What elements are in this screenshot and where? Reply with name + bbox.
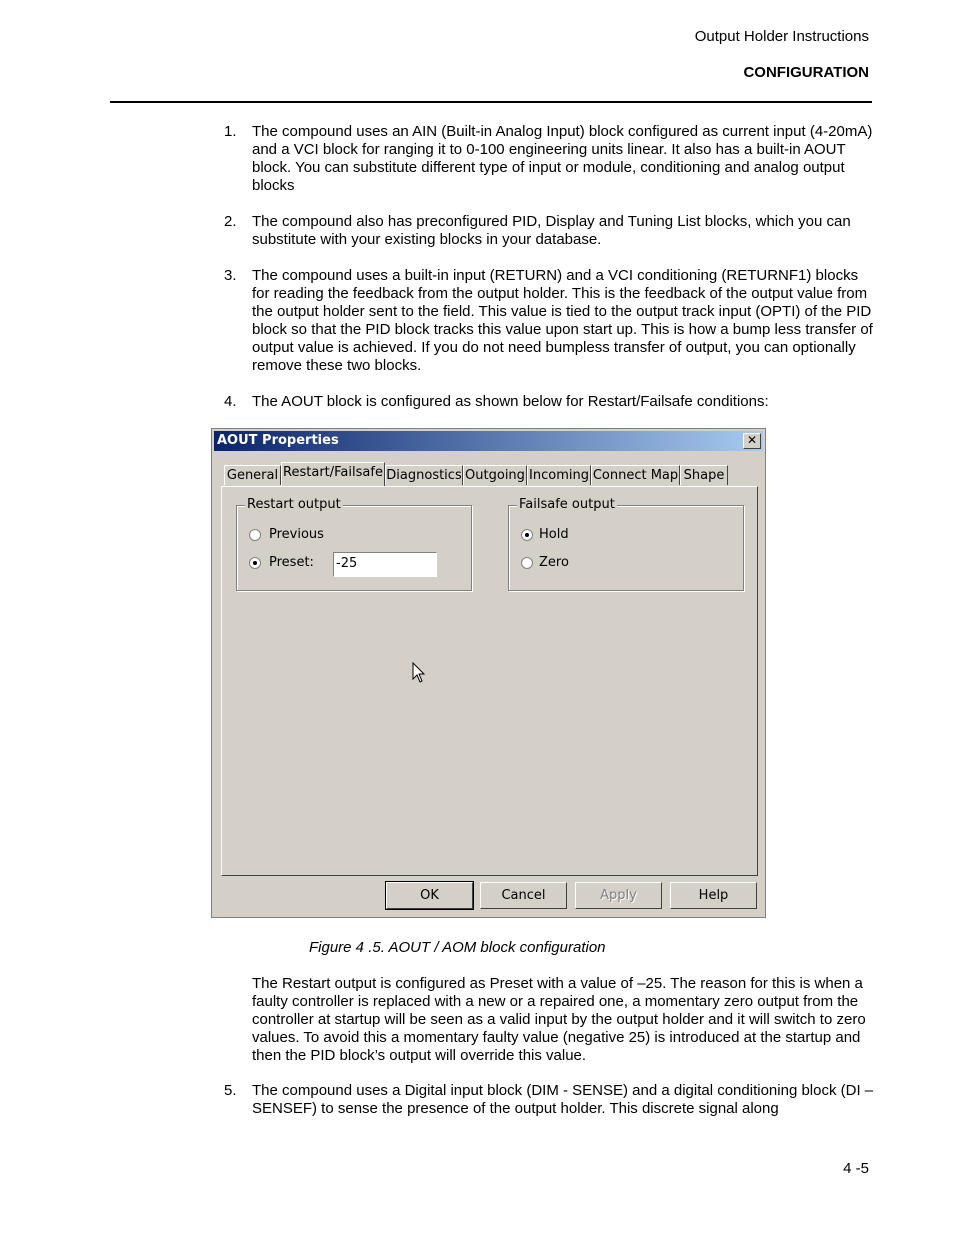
mouse-cursor-icon: [412, 662, 428, 686]
item-text: The compound uses a Digital input block (DIM - SENSE) and a digital conditioning block (DI – SENSEF) to sense the presence of the output holder. This discrete signal along: [252, 1082, 874, 1117]
item-number: 5.: [224, 1082, 237, 1099]
header-section: CONFIGURATION: [743, 64, 869, 81]
body-paragraph: The Restart output is configured as Preset with a value of –25. The reason for this is when a faulty controller is replaced with a new or a repaired one, a momentary zero output from the controller at startup will be seen as a valid input by the output holder and it will switch to zero values. To avoid this a momentary faulty value (negative 25) is introduced at the startup and then the PID block’s output will override this value.: [252, 975, 866, 1064]
cancel-button[interactable]: [480, 882, 567, 909]
failsafe-output-group: [508, 497, 744, 591]
close-icon[interactable]: ✕: [743, 433, 761, 449]
item-number: 1.: [224, 123, 237, 140]
help-label: Help: [698, 888, 729, 903]
previous-label: Previous: [269, 527, 324, 542]
dialog-titlebar[interactable]: [214, 431, 763, 451]
page-number: 4 -5: [843, 1160, 869, 1177]
zero-label: Zero: [539, 555, 569, 570]
item-number: 2.: [224, 213, 237, 230]
cancel-label: Cancel: [501, 888, 546, 903]
help-button[interactable]: [670, 882, 757, 909]
item-number: 4.: [224, 393, 237, 410]
previous-radio[interactable]: [249, 529, 261, 541]
ok-label: OK: [420, 888, 439, 903]
list-item: [224, 393, 874, 411]
dialog-title: AOUT Properties: [217, 433, 339, 448]
list-item: [224, 1082, 874, 1118]
tab-diagnostics[interactable]: Diagnostics: [385, 465, 463, 485]
tab-connect-map[interactable]: Connect Map: [591, 465, 680, 485]
item-text: The compound also has preconfigured PID, Display and Tuning List blocks, which you can substitute with your existing blocks in your database.: [252, 213, 851, 248]
restart-output-legend: Restart output: [247, 497, 341, 512]
zero-radio[interactable]: [521, 557, 533, 569]
list-item: [224, 267, 874, 375]
tab-shape[interactable]: Shape: [680, 465, 728, 485]
preset-value-input[interactable]: -25: [333, 552, 437, 577]
apply-label: Apply: [600, 888, 637, 903]
item-text: The compound uses an AIN (Built-in Analog Input) block configured as current input (4-20mA) and a VCI block for ranging it to 0-100 engineering units linear. It also has a built-in AOUT block. You can substitute different type of input or module, conditioning and analog output blocks: [252, 123, 873, 194]
tab-outgoing[interactable]: Outgoing: [463, 465, 527, 485]
item-number: 3.: [224, 267, 237, 284]
header-rule: [110, 101, 872, 103]
tab-incoming[interactable]: Incoming: [527, 465, 591, 485]
header-title: Output Holder Instructions: [694, 28, 869, 45]
list-item: [224, 213, 874, 249]
aout-properties-dialog: [211, 428, 766, 918]
hold-label: Hold: [539, 527, 569, 542]
apply-button[interactable]: [575, 882, 662, 909]
restart-output-group: [236, 497, 472, 591]
tab-restart-failsafe[interactable]: Restart/Failsafe: [281, 462, 385, 486]
preset-radio[interactable]: [249, 557, 261, 569]
tab-general[interactable]: General: [224, 465, 281, 485]
item-text: The AOUT block is configured as shown below for Restart/Failsafe conditions:: [252, 393, 769, 410]
failsafe-output-legend: Failsafe output: [519, 497, 615, 512]
hold-radio[interactable]: [521, 529, 533, 541]
item-text: The compound uses a built-in input (RETURN) and a VCI conditioning (RETURNF1) blocks for reading the feedback from the output holder. This is the feedback of the output value from the output holder sent to the field. This value is tied to the output track input (OPTI) of the PID block so that the PID block tracks this value upon start up. This is how a bump less transfer of output value is achieved. If you do not need bumpless transfer of output, you can optionally remove these two blocks.: [252, 267, 873, 374]
figure-caption: Figure 4 .5. AOUT / AOM block configuration: [309, 939, 606, 956]
ok-button[interactable]: [386, 882, 473, 909]
tab-panel: [221, 486, 758, 876]
preset-label: Preset:: [269, 555, 314, 570]
list-item: [224, 123, 874, 195]
